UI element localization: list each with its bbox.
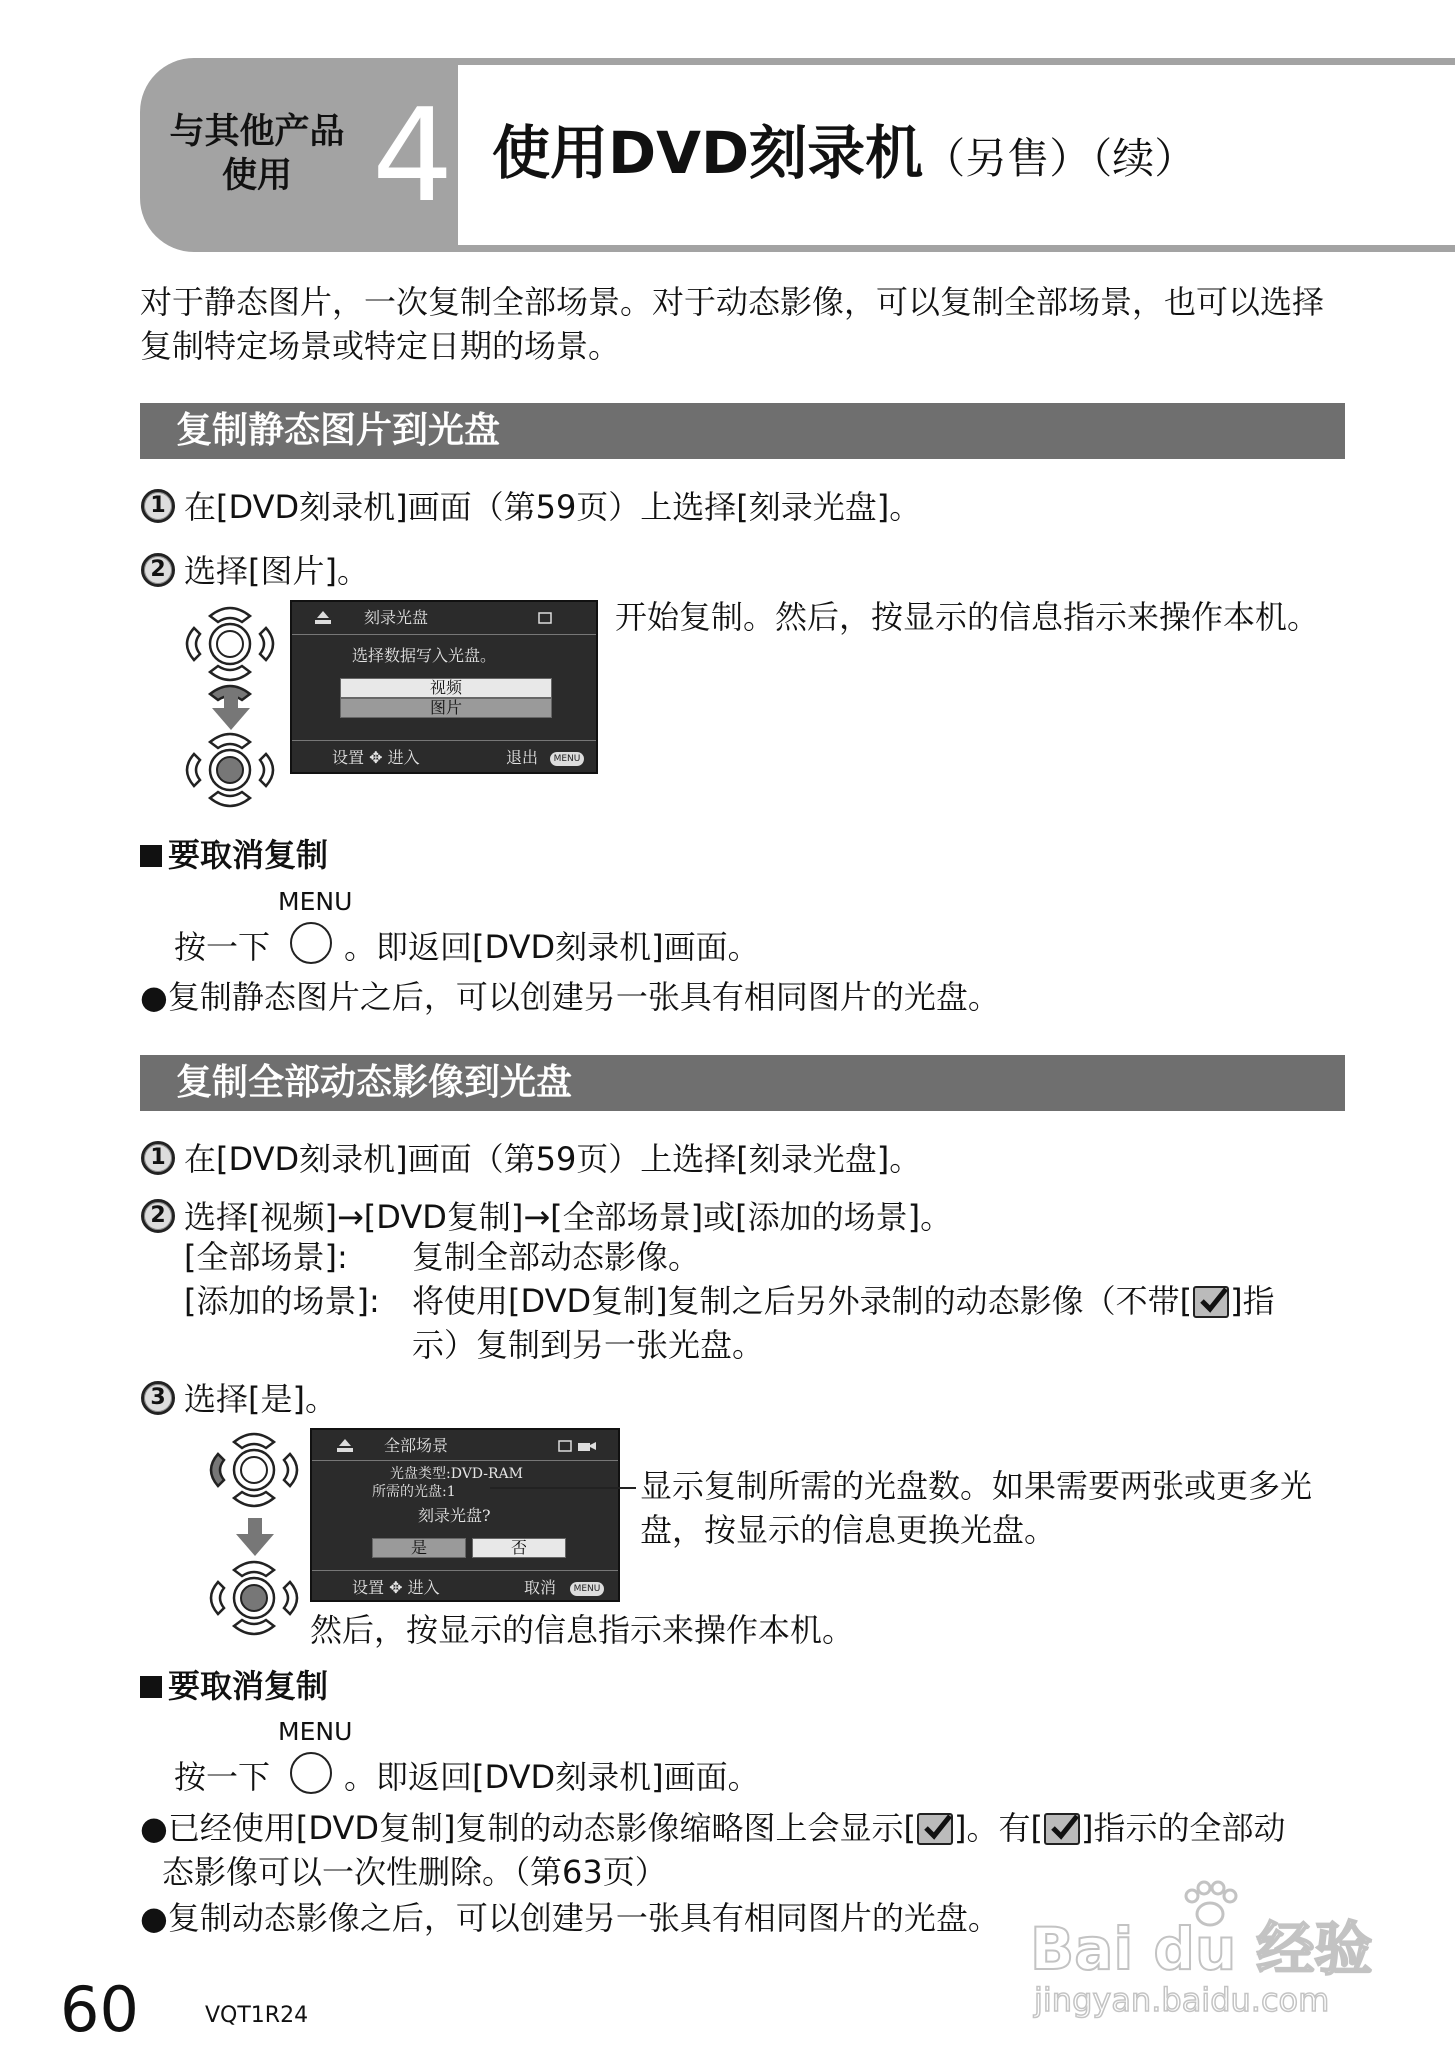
dvd-copied-check-icon-2 xyxy=(917,1813,953,1845)
lcd-screen-burn-disc xyxy=(290,600,598,774)
section-title-still: 复制静态图片到光盘 xyxy=(140,403,1345,459)
def-added-a: 将使用[DVD复制]复制之后另外录制的动态影像（不带[ xyxy=(412,1282,1193,1320)
lcd2-prompt: 刻录光盘? xyxy=(418,1506,491,1525)
dvd-copied-check-icon xyxy=(1193,1286,1229,1318)
lcd2-footer-right: 取消 xyxy=(524,1578,557,1597)
lcd2-yes-button[interactable]: 是 xyxy=(372,1538,466,1558)
intro-line-2: 复制特定场景或特定日期的场景。 xyxy=(140,327,621,365)
note-video-1c: ]指示的全部动 xyxy=(1080,1809,1286,1847)
joystick-press-icon-2 xyxy=(204,1556,304,1640)
note-video-1a: ●已经使用[DVD复制]复制的动态影像缩略图上会显示[ xyxy=(140,1809,916,1847)
step-number-1: 1 xyxy=(141,489,175,523)
cancel-heading-1-text: 要取消复制 xyxy=(168,836,329,874)
menu-button-icon-2[interactable] xyxy=(290,1752,332,1794)
card-video-icon xyxy=(558,1440,598,1452)
lcd2-divider-bottom xyxy=(312,1570,618,1571)
disc-drive-icon-2 xyxy=(334,1438,356,1454)
step-number-3b: 3 xyxy=(141,1381,175,1415)
joystick-left-icon xyxy=(204,1428,304,1512)
lcd-footer-right: 退出 xyxy=(506,748,539,767)
term-added-scenes: [添加的场景]: xyxy=(184,1282,380,1320)
menu-label-1: MENU xyxy=(278,887,353,916)
page-title-suffix: （另售）（续） xyxy=(923,134,1197,183)
lcd2-title: 全部场景 xyxy=(384,1436,449,1455)
intro-line-1: 对于静态图片，一次复制全部场景。对于动态影像，可以复制全部场景，也可以选择 xyxy=(140,283,1325,321)
chapter-number: 4 xyxy=(372,82,454,231)
step-number-2b: 2 xyxy=(141,1199,175,1233)
def-added-scenes-1 xyxy=(412,1279,1275,1323)
step-1b-text: 在[DVD刻录机]画面（第59页）上选择[刻录光盘]。 xyxy=(184,1140,922,1178)
step-3b-text: 选择[是]。 xyxy=(184,1380,337,1418)
cancel-pre-2: 按一下 xyxy=(174,1758,271,1796)
def-added-b: ]指 xyxy=(1230,1282,1275,1320)
menu-label-2: MENU xyxy=(278,1717,353,1746)
callout-line-1: 显示复制所需的光盘数。如果需要两张或更多光 xyxy=(640,1467,1313,1505)
document-code: VQT1R24 xyxy=(205,2003,309,2028)
lcd-option-picture[interactable]: 图片 xyxy=(340,698,552,718)
dvd-copied-check-icon-3 xyxy=(1044,1813,1080,1845)
square-bullet-icon xyxy=(140,845,162,867)
lcd-screen-all-scenes xyxy=(310,1428,620,1602)
after-screen-text-2: 然后，按显示的信息指示来操作本机。 xyxy=(310,1611,855,1649)
disc-drive-icon xyxy=(312,610,334,626)
card-icon xyxy=(538,612,552,624)
joystick-press-icon xyxy=(180,728,280,812)
cancel-heading-2 xyxy=(140,1664,328,1708)
step-2-text: 选择[图片]。 xyxy=(184,552,369,590)
lcd2-disc-count: 所需的光盘:1 xyxy=(372,1484,456,1500)
step-1-text: 在[DVD刻录机]画面（第59页）上选择[刻录光盘]。 xyxy=(184,488,922,526)
term-all-scenes: [全部场景]: xyxy=(184,1238,348,1276)
callout-line-2: 盘，按显示的信息更换光盘。 xyxy=(640,1511,1057,1549)
page-title xyxy=(492,118,1196,194)
lcd-footer-left: 设置 ✥ 进入 xyxy=(332,748,420,767)
joystick-up-icon xyxy=(180,602,280,686)
menu-button-icon[interactable] xyxy=(290,922,332,964)
def-all-scenes: 复制全部动态影像。 xyxy=(412,1238,701,1276)
arrow-down-icon xyxy=(212,692,250,732)
note-still: ●复制静态图片之后，可以创建另一张具有相同图片的光盘。 xyxy=(140,978,1000,1016)
section-title-video: 复制全部动态影像到光盘 xyxy=(140,1055,1345,1111)
after-screen-text-1: 开始复制。然后，按显示的信息指示来操作本机。 xyxy=(615,598,1320,636)
page-title-main: 使用DVD刻录机 xyxy=(492,119,924,187)
note-video-1b: ]。有[ xyxy=(954,1809,1043,1847)
watermark-url: jingyan.baidu.com xyxy=(1034,1981,1330,2019)
lcd-menu-tag: MENU xyxy=(550,752,584,766)
watermark xyxy=(1030,1880,1430,2020)
step-number-1b: 1 xyxy=(141,1141,175,1175)
lcd-title: 刻录光盘 xyxy=(364,608,429,627)
step-2b-text: 选择[视频]→[DVD复制]→[全部场景]或[添加的场景]。 xyxy=(184,1198,953,1236)
def-added-scenes-2: 示）复制到另一张光盘。 xyxy=(412,1326,765,1364)
lcd2-divider xyxy=(312,1460,618,1461)
arrow-down-icon-2 xyxy=(236,1518,274,1558)
step-number-2: 2 xyxy=(141,553,175,587)
note-video-1 xyxy=(140,1806,1285,1850)
lcd2-footer-left: 设置 ✥ 进入 xyxy=(352,1578,440,1597)
watermark-brand: Bai du 经验 xyxy=(1030,1915,1373,1983)
square-bullet-icon-2 xyxy=(140,1676,162,1698)
lcd-prompt: 选择数据写入光盘。 xyxy=(352,646,497,665)
page-number: 60 xyxy=(60,1973,139,2046)
cancel-heading-1 xyxy=(140,833,328,877)
cancel-post-2: 。即返回[DVD刻录机]画面。 xyxy=(344,1758,760,1796)
lcd2-menu-tag: MENU xyxy=(570,1582,604,1596)
lcd-divider-bottom xyxy=(292,740,596,741)
cancel-heading-2-text: 要取消复制 xyxy=(168,1667,329,1705)
lcd2-disc-type: 光盘类型:DVD-RAM xyxy=(390,1466,524,1482)
lcd-option-video[interactable]: 视频 xyxy=(340,678,552,698)
chapter-rule-bottom xyxy=(458,245,1455,252)
lcd-divider xyxy=(292,634,596,635)
chapter-rule-top xyxy=(458,58,1455,65)
chapter-category: 与其他产品 使用 xyxy=(169,112,345,196)
note-video-2: ●复制动态影像之后，可以创建另一张具有相同图片的光盘。 xyxy=(140,1899,1000,1937)
cancel-post-1: 。即返回[DVD刻录机]画面。 xyxy=(344,928,760,966)
cancel-pre-1: 按一下 xyxy=(174,928,271,966)
callout-leader-line xyxy=(490,1487,636,1489)
lcd2-no-button[interactable]: 否 xyxy=(472,1538,566,1558)
note-video-1-cont: 态影像可以一次性删除。（第63页） xyxy=(162,1853,667,1891)
